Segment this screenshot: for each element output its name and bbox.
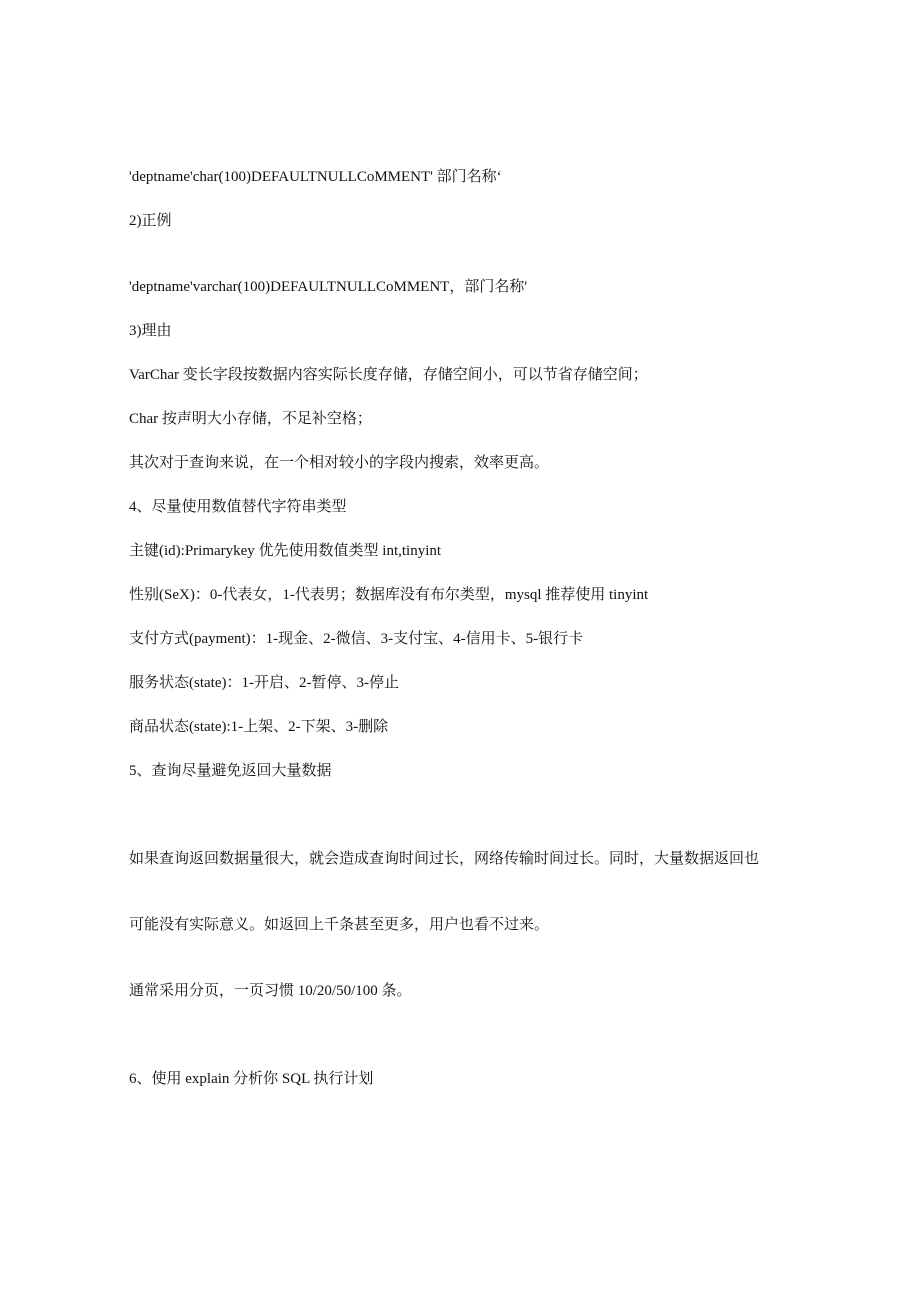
section-heading-explain: 6、使用 explain 分析你 SQL 执行计划 <box>129 1071 374 1087</box>
paragraph-primary-key: 主键(id):Primarykey 优先使用数值类型 int,tinyint <box>129 543 442 559</box>
document-body <box>129 166 789 1112</box>
paragraph-line: 通常采用分页，一页习惯 10/20/50/100 条。 <box>129 983 412 999</box>
paragraph-bad-example-code: 'deptname'char(100)DEFAULTNULLCoMMENT' 部门名称‘ <box>129 169 502 185</box>
paragraph-product-state: 商品状态(state):1-上架、2-下架、3-删除 <box>129 719 389 735</box>
section-heading-numeric-types: 4、尽量使用数值替代字符串类型 <box>129 499 347 515</box>
paragraph-large-results-explanation <box>129 804 789 1046</box>
paragraph-line: 如果查询返回数据量很大，就会造成查询时间过长，网络传输时间过长。同时，大量数据返回也 <box>129 851 760 867</box>
paragraph-query-reason: 其次对于查询来说，在一个相对较小的字段内搜索，效率更高。 <box>129 455 550 471</box>
paragraph-char-reason: Char 按声明大小存储，不足补空格； <box>129 411 372 427</box>
paragraph-line: 可能没有实际意义。如返回上千条甚至更多，用户也看不过来。 <box>129 917 550 933</box>
paragraph-varchar-reason: VarChar 变长字段按数据内容实际长度存储，存储空间小，可以节省存储空间； <box>129 367 648 383</box>
paragraph-gender: 性别(SeX)：0-代表女，1-代表男；数据库没有布尔类型，mysql 推荐使用 tinyint <box>129 587 649 603</box>
paragraph-good-example-code: 'deptname'varchar(100)DEFAULTNULLCoMMENT，部门名称' <box>129 279 528 295</box>
section-heading-avoid-large-results: 5、查询尽量避免返回大量数据 <box>129 763 332 779</box>
paragraph-service-state: 服务状态(state)：1-开启、2-暂停、3-停止 <box>129 675 399 691</box>
paragraph-payment: 支付方式(payment)：1-现金、2-微信、3-支付宝、4-信用卡、5-银行卡 <box>129 631 584 647</box>
paragraph-reason-heading: 3)理由 <box>129 323 172 339</box>
paragraph-good-example-heading: 2)正例 <box>129 213 172 229</box>
